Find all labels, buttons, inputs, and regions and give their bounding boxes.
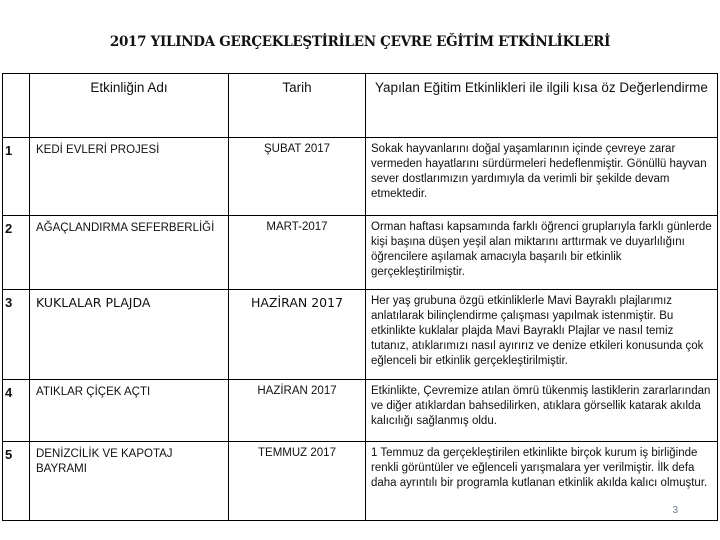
table-header-row (3, 74, 718, 138)
activity-name: AĞAÇLANDIRMA SEFERBERLİĞİ (30, 216, 229, 290)
activity-date: ŞUBAT 2017 (229, 138, 366, 216)
activity-evaluation: 1 Temmuz da gerçekleştirilen etkinlikte birçok kurum iş birliğinde renkli görüntüler ve eğlenceli yarışmalara yer verilmiştir. İlk defa daha ayrıntılı bir programla kutlanan etkinlik akılda kalıcı olmuştur. (366, 442, 718, 521)
activity-evaluation: Etkinlikte, Çevremize atılan ömrü tükenmiş lastiklerin zararlarından ve diğer atıklardan bahsedilirken, atıklara görsellik katarak akılda kalıcılığı sağlanmış oldu. (366, 380, 718, 442)
activity-name: KEDİ EVLERİ PROJESİ (30, 138, 229, 216)
activity-date: HAZİRAN 2017 (229, 380, 366, 442)
table-row (3, 380, 718, 442)
activity-evaluation: Sokak hayvanlarını doğal yaşamlarının içinde çevreye zarar vermeden hayatlarını sürdürmeleri hedeflenmiştir. Gönüllü hayvan sever dostlarımızın yardımıyla da verimli bir şekilde devam etmektedir. (366, 138, 718, 216)
activity-evaluation: Orman haftası kapsamında farklı öğrenci gruplarıyla farklı günlerde kişi başına düşen yeşil alan miktarını arttırmak ve duyarlılığını öğrencilere aşılamak amacıyla başarılı bir etkinlik gerçekleştirilmiştir. (366, 216, 718, 290)
row-number: 4 (3, 380, 30, 442)
table-row (3, 290, 718, 380)
row-number: 2 (3, 216, 30, 290)
table-row (3, 138, 718, 216)
table-row (3, 442, 718, 521)
row-number: 5 (3, 442, 30, 521)
activity-evaluation: Her yaş grubuna özgü etkinliklerle Mavi Bayraklı plajlarımız anlatılarak bilinçlendirme çalışması yapılmak istenmiştir. Bu etkinlikte kuklalar plajda Mavi Bayraklı Plajlar ve nasıl temiz tutanız, atıklarımızı nasıl ayırırız ve denize etkileri konusunda çok eğlenceli bir etkinlik gerçekleştirilmiştir. (366, 290, 718, 380)
row-number: 1 (3, 138, 30, 216)
activity-date: MART-2017 (229, 216, 366, 290)
header-evaluation: Yapılan Eğitim Etkinlikleri ile ilgili kısa öz Değerlendirme (366, 74, 718, 138)
activity-name: ATIKLAR ÇİÇEK AÇTI (30, 380, 229, 442)
activity-date: TEMMUZ 2017 (229, 442, 366, 521)
row-number: 3 (3, 290, 30, 380)
table-row (3, 216, 718, 290)
header-number (3, 74, 30, 138)
activities-table (2, 73, 718, 521)
page-number: 3 (672, 505, 678, 516)
page-title: 2017 YILINDA GERÇEKLEŞTİRİLEN ÇEVRE EĞİTİM ETKİNLİKLERİ (109, 34, 611, 50)
activity-date: HAZİRAN 2017 (229, 290, 366, 380)
header-date: Tarih (229, 74, 366, 138)
header-activity: Etkinliğin Adı (30, 74, 229, 138)
activity-name: KUKLALAR PLAJDA (30, 290, 229, 380)
activity-name: DENİZCİLİK VE KAPOTAJ BAYRAMI (30, 442, 229, 521)
